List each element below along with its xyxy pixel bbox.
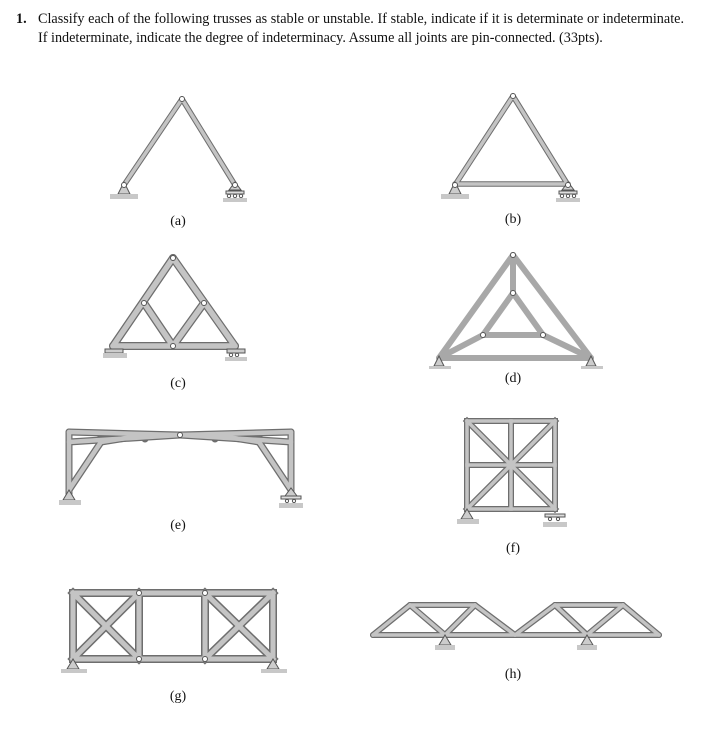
caption-f: (f) [506,541,520,556]
question-text: Classify each of the following trusses as stable or unstable. If stable, indicate if it is determinate or indeterminate. If indeterminate, indicate the degree of indeterminacy. Assume all joints are pin-connected. (33pts). [38,11,684,46]
caption-g: (g) [169,689,187,704]
caption-h: (h) [504,667,522,682]
truss-figure-b [435,90,595,210]
caption-a: (a) [170,214,186,229]
truss-figure-g [55,585,295,680]
caption-d: (d) [504,371,522,386]
truss-figure-a [100,90,260,210]
truss-figure-f [455,415,575,535]
caption-b: (b) [504,212,522,227]
caption-c: (c) [170,376,186,391]
question-number: 1. [16,11,27,27]
caption-e: (e) [170,518,186,533]
truss-figure-e [55,420,305,510]
truss-figure-c [95,250,265,365]
question-block [16,10,684,48]
truss-figure-h [365,595,665,665]
truss-figure-d [425,248,605,373]
